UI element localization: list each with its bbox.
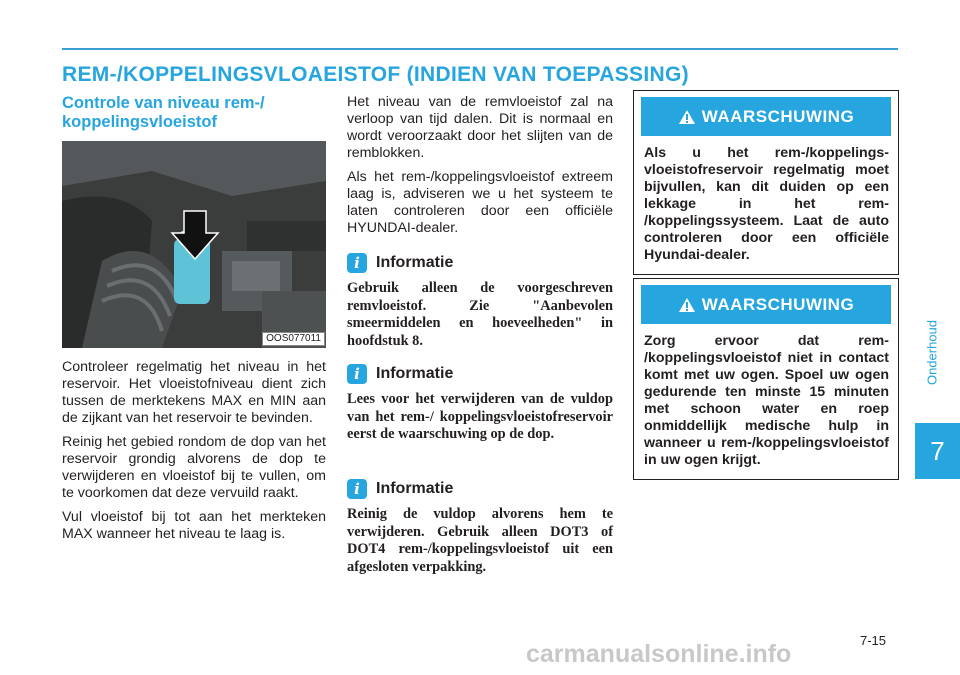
warning-triangle-icon [678,109,696,125]
paragraph: Vul vloeistof bij tot aan het merkteken MAX wanneer het niveau te laag is. [62,509,326,542]
chapter-side-label: Onderhoud [924,319,940,386]
warning-header [641,97,891,136]
warning-title: WAARSCHUWING [701,106,855,126]
info-text: Lees voor het verwijderen van de vuldop van het rem-/ koppelingsvloeistofreservoir eerst de waarschuwing op de dop. [347,391,613,442]
info-text: Reinig de vuldop alvorens hem te verwijderen. Gebruik alleen DOT3 of DOT4 rem-/koppelingsvloeistof uit een afgesloten verpakking. [347,506,613,575]
photo-code: OOS077011 [262,332,325,346]
info-icon: i [347,364,367,384]
warning-text: Als u het rem-/koppelings- vloeistofreservoir regelmatig moet bijvullen, kan dit duiden op een lekkage in het rem- /koppelingssysteem. Laat de auto controleren door een officiële Hyundai-dealer. [644,145,889,263]
section-heading: Controle van niveau rem-/ koppelingsvloeistof [62,94,265,131]
info-block [347,252,613,350]
column1-text [62,359,326,550]
paragraph: Het niveau van de remvloeistof zal na verloop van tijd dalen. Dit is normaal en wordt veroorzaakt door het slijten van de remblokken. [347,94,613,161]
info-title: Informatie [376,480,454,497]
warning-box [633,278,899,480]
paragraph: Controleer regelmatig het niveau in het reservoir. Het vloeistofniveau dient zich tussen de merktekens MAX en MIN aan de zijkant van het reservoir te bevinden. [62,359,326,426]
info-block [347,478,613,576]
info-icon: i [347,479,367,499]
warning-title: WAARSCHUWING [701,294,855,314]
info-title: Informatie [376,254,454,271]
info-text: Gebruik alleen de voorgeschreven remvloeistof. Zie "Aanbevolen smeermiddelen en hoeveelheden" in hoofdstuk 8. [347,280,613,349]
paragraph: Reinig het gebied rondom de dop van het reservoir grondig alvorens de dop te verwijderen en vloeistof bij te vullen, om te voorkomen dat deze vervuild raakt. [62,434,326,501]
info-icon: i [347,253,367,273]
warning-triangle-icon [678,297,696,313]
chapter-tab: 7 [915,423,960,479]
warning-text: Zorg ervoor dat rem- /koppelingsvloeistof niet in contact komt met uw ogen. Spoel uw ogen gedurende ten minste 15 minuten met schoon water en roep onmiddellijk medische hulp in wanneer u rem-/koppelingsvloeistof in uw ogen krijgt. [644,333,889,468]
column2-text [347,94,613,244]
paragraph: Als het rem-/koppelingsvloeistof extreem laag is, adviseren we u het systeem te laten controleren door een officiële HYUNDAI-dealer. [347,169,613,236]
engine-bay-photo [62,141,326,348]
warning-header [641,285,891,324]
info-title: Informatie [376,365,454,382]
info-block [347,363,613,444]
watermark: carmanualsonline.info [526,640,792,668]
warning-box [633,90,899,275]
page-number: 7-15 [860,633,887,648]
page-title: REM-/KOPPELINGSVLOAEISTOF (INDIEN VAN TOEPASSING) [62,63,689,86]
header-rule [62,48,898,50]
